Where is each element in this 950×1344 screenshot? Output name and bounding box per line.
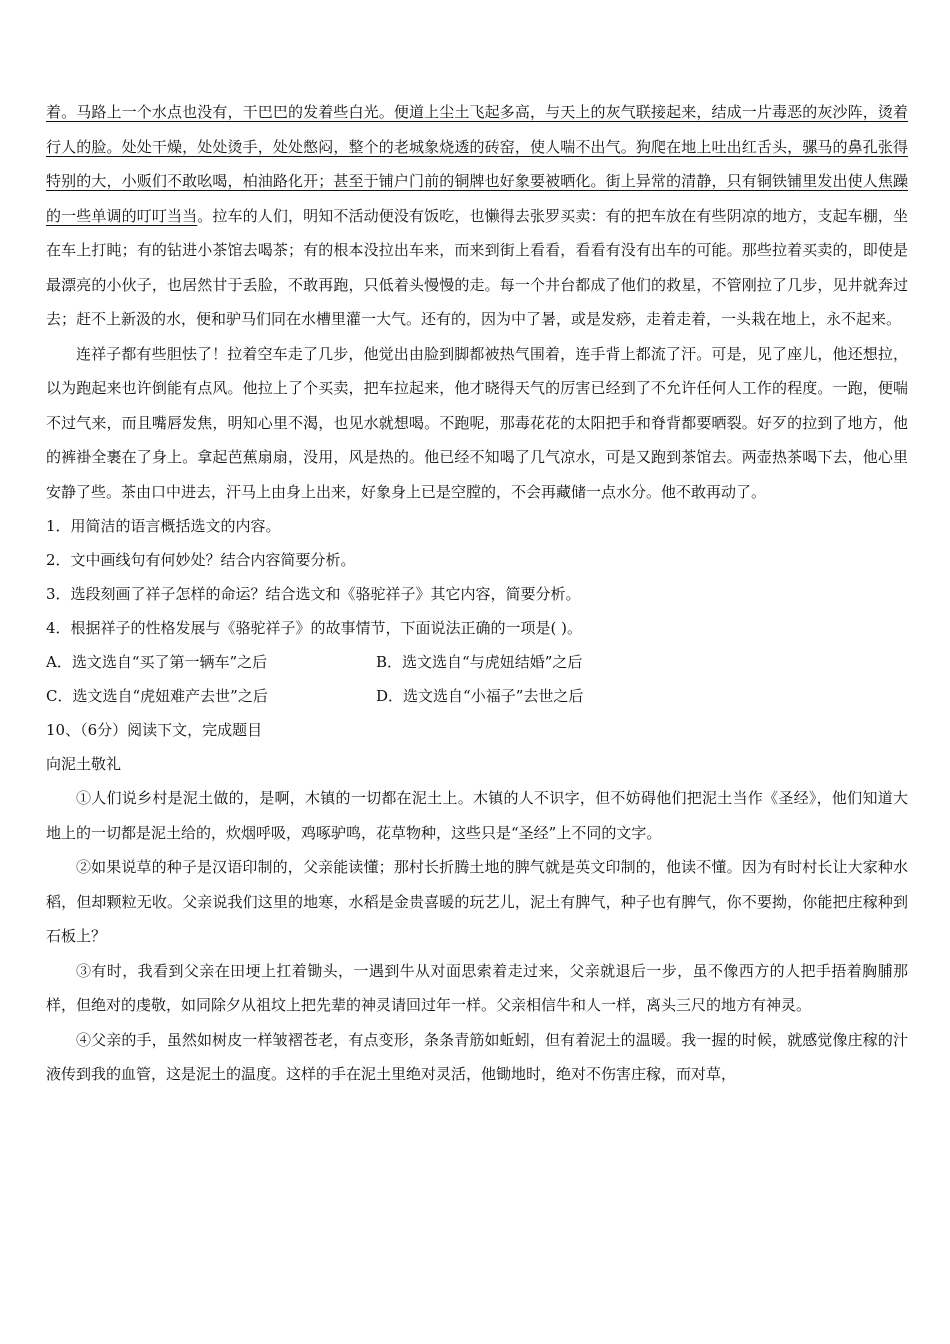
- option-b: B．选文选自“与虎妞结婚”之后: [376, 653, 583, 671]
- options-row-1: [46, 645, 908, 679]
- article-paragraph-3: ③有时，我看到父亲在田埂上扛着锄头，一遇到牛从对面思索着走过来，父亲就退后一步，虽不像西方的人把手捂着胸脯那样，但绝对的虔敬，如同除夕从祖坟上把先辈的神灵请回过年一样。父亲相信牛和人一样，离头三尺的地方有神灵。: [46, 961, 908, 1014]
- paragraph-text: 。拉车的人们，明知不活动便没有饭吃，也懒得去张罗买卖：有的把车放在有些阴凉的地方，支起车棚，坐在车上打盹；有的钻进小茶馆去喝茶；有的根本没拉出车来，而来到街上看看，看看有没有出车的可能。那些拉着买卖的，即使是最漂亮的小伙子，也居然甘于丢脸，不敢再跑，只低着头慢慢的走。每一个井台都成了他们的救星，不管刚拉了几步，见井就奔过去；赶不上新汲的水，便和驴马们同在水槽里灌一大气。还有的，因为中了暑，或是发痧，走着走着，一头栽在地上，永不起来。: [46, 206, 908, 328]
- options-row-2: [46, 679, 908, 713]
- section-10-header: 10、（6分）阅读下文，完成题目: [46, 721, 263, 739]
- article-paragraph-2: ②如果说草的种子是汉语印制的，父亲能读懂；那村长折腾土地的脾气就是英文印制的，他读不懂。因为有时村长让大家种水稻，但却颗粒无收。父亲说我们这里的地寒，水稻是金贵喜暖的玩艺儿，泥土有脾气，种子也有脾气，你不要拗，你能把庄稼种到石板上？: [46, 858, 908, 945]
- option-c: C．选文选自“虎妞难产去世”之后: [46, 687, 268, 705]
- question-3: 3．选段刻画了祥子怎样的命运？结合选文和《骆驼祥子》其它内容，简要分析。: [46, 585, 581, 603]
- option-d: D．选文选自“小福子”去世之后: [376, 687, 584, 705]
- article-paragraph-4: ④父亲的手，虽然如树皮一样皱褶苍老，有点变形，条条青筋如蚯蚓，但有着泥土的温暖。我一握的时候，就感觉像庄稼的汁液传到我的血管，这是泥土的温度。这样的手在泥土里绝对灵活，他锄地时，绝对不伤害庄稼，而对草，: [46, 1030, 908, 1083]
- article-title: 向泥土敬礼: [46, 755, 122, 773]
- question-2: 2．文中画线句有何妙处？结合内容简要分析。: [46, 551, 356, 569]
- question-4: 4．根据祥子的性格发展与《骆驼祥子》的故事情节，下面说法正确的一项是( )。: [46, 619, 583, 637]
- article-paragraph-1: ①人们说乡村是泥土做的，是啊，木镇的一切都在泥土上。木镇的人不识字，但不妨碍他们把泥土当作《圣经》，他们知道大地上的一切都是泥土给的，炊烟呼吸，鸡啄驴鸣，花草物种，这些只是“圣经”上不同的文字。: [46, 789, 908, 842]
- underlined-sentence: 着。马路上一个水点也没有，干巴巴的发着些白光。便道上尘土飞起多高，与天上的灰气联接起来，结成一片毒恶的灰沙阵，烫着行人的脸。处处干燥，处处烫手，处处憋闷，整个的老城象烧透的砖窑，使人喘不出气。狗爬在地上吐出红舌头，骡马的鼻孔张得特别的大，小贩们不敢吆喝，柏油路化开；甚至于铺户门前的铜牌也好象要被晒化。街上异常的清静，只有铜铁铺里发出使人焦躁的一些单调的叮叮当当: [46, 103, 908, 225]
- content-column: [46, 95, 908, 1092]
- question-1: 1．用简洁的语言概括选文的内容。: [46, 517, 281, 535]
- option-a: A．选文选自“买了第一辆车”之后: [46, 653, 268, 671]
- passage-paragraph-1: [46, 95, 908, 337]
- passage-paragraph-2: 连祥子都有些胆怯了！拉着空车走了几步，他觉出由脸到脚都被热气围着，连手背上都流了汗。可是，见了座儿，他还想拉，以为跑起来也许倒能有点风。他拉上了个买卖，把车拉起来，他才晓得天气的厉害已经到了不允许任何人工作的程度。一跑，便喘不过气来，而且嘴唇发焦，明知心里不渴，也见水就想喝。不跑呢，那毒花花的太阳把手和脊背都要晒裂。好歹的拉到了地方，他的裤褂全裹在了身上。拿起芭蕉扇扇，没用，风是热的。他已经不知喝了几气凉水，可是又跑到茶馆去。两壶热茶喝下去，他心里安静了些。茶由口中进去，汗马上由身上出来，好象身上已是空膛的，不会再藏储一点水分。他不敢再动了。: [46, 344, 908, 501]
